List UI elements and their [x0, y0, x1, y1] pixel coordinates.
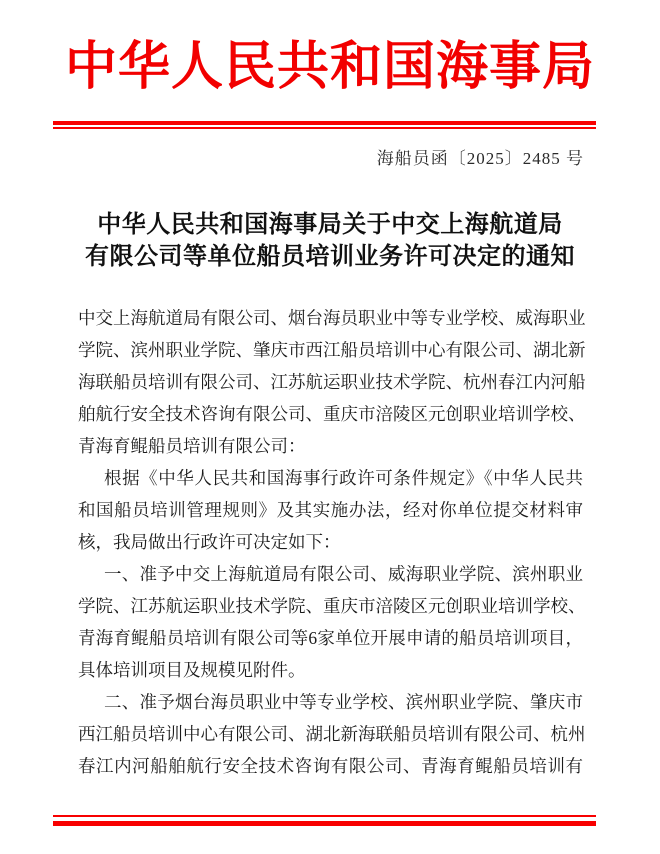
body-line: 二、准予烟台海员职业中等专业学校、滨州职业学院、肇庆市 [104, 692, 583, 712]
body-line: 一、准予中交上海航道局有限公司、威海职业学院、滨州职业 [104, 564, 583, 584]
body-line: 春江内河船舶航行安全技术咨询有限公司、青海育鲲船员培训有 [78, 756, 583, 776]
body-line: 舶航行安全技术咨询有限公司、重庆市涪陵区元创职业培训学校、 [78, 404, 586, 424]
body-line: 具体培训项目及规模见附件。 [78, 660, 306, 680]
body-line: 青海育鲲船员培训有限公司： [78, 436, 306, 456]
header-rule-thin-line [53, 127, 596, 129]
header-rule [53, 121, 596, 129]
body-line: 根据《中华人民共和国海事行政许可条件规定》《中华人民共 [104, 468, 583, 488]
body-line: 海联船员培训有限公司、江苏航运职业技术学院、杭州春江内河船 [78, 372, 586, 392]
footer-rule [53, 815, 596, 826]
footer-rule-thin-line [53, 815, 596, 817]
body-line: 核，我局做出行政许可决定如下： [78, 532, 341, 552]
document-title-line2: 有限公司等单位船员培训业务许可决定的通知 [85, 244, 575, 270]
document-number: 海船员函〔2025〕2485 号 [376, 149, 584, 168]
body-line: 学院、滨州职业学院、肇庆市西江船员培训中心有限公司、湖北新 [78, 340, 586, 360]
masthead-title: 中华人民共和国海事局 [64, 39, 595, 96]
body-line: 中交上海航道局有限公司、烟台海员职业中等专业学校、威海职业 [78, 308, 586, 328]
body-line: 学院、江苏航运职业技术学院、重庆市涪陵区元创职业培训学校、 [78, 596, 586, 616]
document-body [78, 302, 586, 782]
document-title [0, 209, 660, 273]
body-line: 青海育鲲船员培训有限公司等6家单位开展申请的船员培训项目， [78, 628, 583, 648]
footer-rule-thick-line [53, 821, 596, 826]
body-line: 西江船员培训中心有限公司、湖北新海联船员培训有限公司、杭州 [78, 724, 586, 744]
document-title-line1: 中华人民共和国海事局关于中交上海航道局 [97, 212, 563, 238]
body-line: 和国船员培训管理规则》及其实施办法，经对你单位提交材料审 [78, 500, 583, 520]
header-rule-thick-line [53, 121, 596, 125]
